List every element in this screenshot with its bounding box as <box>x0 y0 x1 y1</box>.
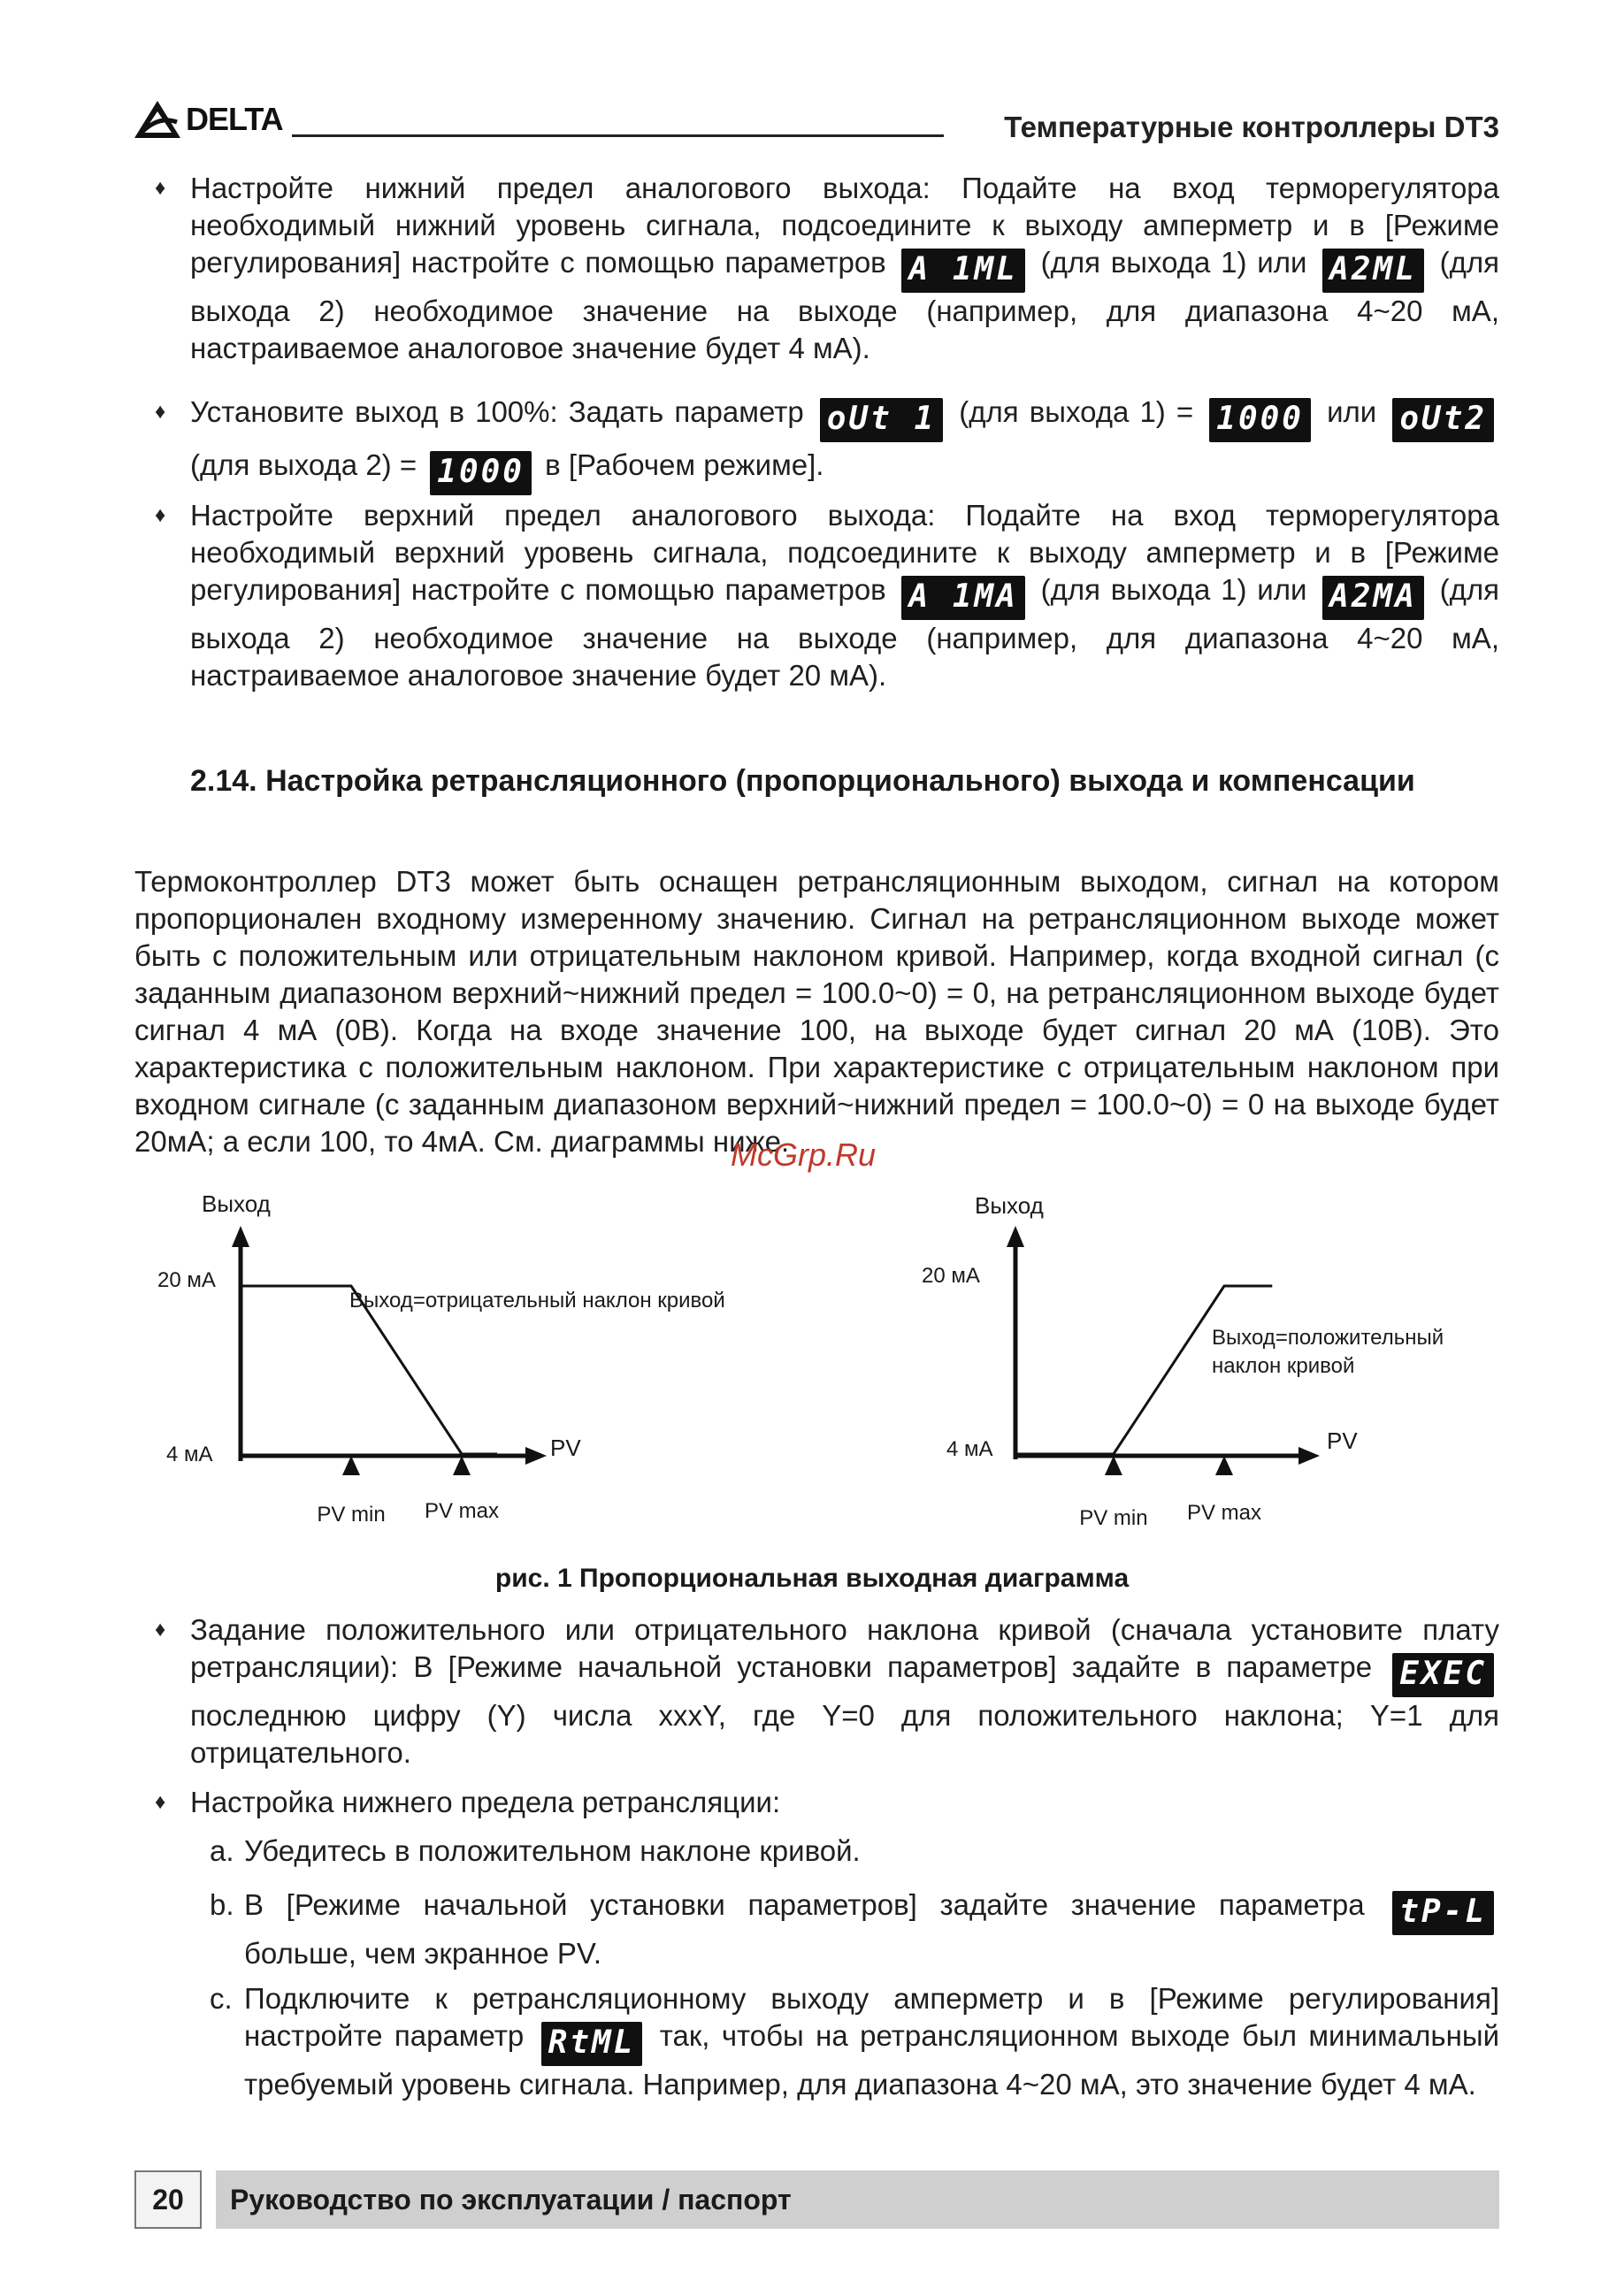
y-tick-label: 4 мА <box>946 1437 993 1461</box>
bullet-analog-high <box>190 497 1499 694</box>
bullet-slope-setting <box>190 1611 1499 1772</box>
x-axis-label: PV <box>1327 1427 1358 1454</box>
y-axis-arrow <box>232 1226 249 1247</box>
x-axis-label: PV <box>550 1435 581 1461</box>
bullet-analog-low <box>190 170 1499 367</box>
bullet-text: (для выхода 2) необходимое значение на выходе (например, для диапазона 4~20 мА, настраиваемое аналоговое значение будет 4 мА). <box>190 246 1500 364</box>
watermark: McGrp.Ru <box>731 1137 877 1173</box>
logo-text: DELTA <box>186 101 283 137</box>
sub-item-c <box>211 1980 1499 2103</box>
bullet-text: (для выхода 1) = <box>959 395 1194 428</box>
chart-annotation: Выход=отрицательный наклон кривой <box>349 1289 725 1313</box>
bullet-text: Настройте верхний предел аналогового выхода: Подайте на вход терморегулятора необходимый верхний уровень сигнала, подсоедините к выходу амперметр и в [Режиме регулирования] настройте с помощью параметров <box>190 499 1499 606</box>
header-rule <box>292 134 944 137</box>
bullet-text: Установите выход в 100%: Задать параметр <box>190 395 804 428</box>
y-tick-label: 4 мА <box>166 1443 213 1466</box>
x-tick-label: PV min <box>1079 1506 1148 1530</box>
chart-positive-slope <box>902 1185 1539 1539</box>
bullet-text: Настройте нижний предел аналогового выхода: Подайте на вход терморегулятора необходимый нижний уровень сигнала, подсоедините к выходу амперметр и в [Режиме регулирования] настройте с помощью параметров <box>190 172 1499 279</box>
page-number: 20 <box>134 2170 202 2229</box>
lcd-a1ml: A 1ML <box>901 249 1024 293</box>
lcd-tpl: tP-L <box>1392 1891 1494 1935</box>
header-title: Температурные контроллеры DT3 <box>1004 111 1499 143</box>
lcd-exec: EXEC <box>1392 1653 1494 1697</box>
delta-logo <box>133 96 283 142</box>
page-header <box>133 93 1499 146</box>
chart-negative-slope <box>133 1185 805 1539</box>
lcd-1000: 1000 <box>1209 398 1311 442</box>
bullet-text: Задание положительного или отрицательного наклона кривой (сначала установите плату ретрансляции): В [Режиме начальной установки параметров] задайте в параметре <box>190 1613 1499 1683</box>
bullet-text: последнюю цифру (Y) числа xxxY, где Y=0 для положительного наклона; Y=1 для отрицательного. <box>190 1699 1499 1769</box>
x-tick-label: PV min <box>317 1503 386 1527</box>
sub-text: так, чтобы на ретрансляционном выходе был минимальный требуемый уровень сигнала. Например, для диапазона 4~20 мА, это значение будет 4 мА. <box>244 2019 1500 2101</box>
sub-text: В [Режиме начальной установки параметров] задайте значение параметра <box>244 1888 1365 1921</box>
x-axis-arrow <box>525 1447 547 1465</box>
sub-text: Подключите к ретрансляционному выходу амперметр и в [Режиме регулирования] настройте параметр <box>244 1982 1499 2052</box>
lcd-a1ma: A 1MA <box>901 576 1024 620</box>
sub-label: c. <box>210 1982 233 2015</box>
bullet-text: в [Рабочем режиме]. <box>545 448 824 481</box>
bullet-output-100 <box>190 389 1499 495</box>
x-marker <box>1215 1456 1233 1475</box>
y-axis-arrow <box>1007 1226 1024 1247</box>
x-marker <box>453 1456 471 1475</box>
footer-title: Руководство по эксплуатации / паспорт <box>216 2170 1499 2229</box>
lcd-a2ma: A2MA <box>1322 576 1424 620</box>
bullet-text: (для выхода 2) = <box>190 448 417 481</box>
y-axis-label: Выход <box>975 1192 1044 1219</box>
lcd-out1: oUt 1 <box>820 398 943 442</box>
x-tick-label: PV max <box>1186 1501 1262 1525</box>
y-tick-label: 20 мА <box>922 1264 980 1288</box>
y-tick-label: 20 мА <box>157 1268 216 1292</box>
x-tick-label: PV max <box>424 1499 500 1523</box>
lcd-1000: 1000 <box>430 451 532 495</box>
chart-annotation: Выход=положительный <box>1212 1326 1444 1350</box>
sub-item-b <box>211 1887 1499 1972</box>
sub-label: b. <box>210 1888 234 1921</box>
x-marker <box>342 1456 360 1475</box>
y-axis-label: Выход <box>202 1190 271 1217</box>
bullet-text: Настройка нижнего предела ретрансляции: <box>190 1786 781 1818</box>
chart-annotation: наклон кривой <box>1212 1354 1355 1378</box>
bullet-text: (для выхода 1) или <box>1040 246 1307 279</box>
bullet-text: или <box>1327 395 1377 428</box>
bullet-text: (для выхода 1) или <box>1040 573 1307 606</box>
sub-text: больше, чем экранное PV. <box>244 1937 602 1970</box>
section-title: 2.14. Настройка ретрансляционного (пропорционального) выхода и компенсации <box>190 764 1415 798</box>
lcd-out2: oUt2 <box>1392 398 1494 442</box>
x-axis-arrow <box>1298 1447 1320 1465</box>
figure-caption: рис. 1 Пропорциональная выходная диаграмма <box>494 1564 1130 1593</box>
delta-triangle-icon <box>133 99 182 140</box>
sub-item-a <box>211 1833 1499 1870</box>
lcd-rtml: RtML <box>541 2022 643 2066</box>
bullet-retrans-low <box>190 1784 1499 1821</box>
section-paragraph: Термоконтроллер DT3 может быть оснащен ретрансляционным выходом, сигнал на котором пропорционален входному измеренному значению. Сигнал на ретрансляционном выходе может быть с положительным или отрицательным наклоном кривой. Например, когда входной сигнал (с заданным диапазоном верхний~нижний предел = 100.0~0) = 0, на ретрансляционном выходе будет сигнал 4 мА (0В). Когда на входе значение 100, на выходе будет сигнал 20 мА (10В). Это характеристика с положительным наклоном. При характеристике с отрицательным наклоном при входном сигнале (с заданным диапазоном верхний~нижний предел = 100.0~0) = 0 на выходе будет 20мА; а если 100, то 4мА. См. диаграммы ниже. <box>134 865 1499 1158</box>
x-marker <box>1105 1456 1122 1475</box>
sub-label: a. <box>210 1834 234 1867</box>
lcd-a2ml: A2ML <box>1322 249 1424 293</box>
sub-text: Убедитесь в положительном наклоне кривой. <box>244 1834 861 1867</box>
bullet-text: (для выхода 2) необходимое значение на выходе (например, для диапазона 4~20 мА, настраиваемое аналоговое значение будет 20 мА). <box>190 573 1500 692</box>
